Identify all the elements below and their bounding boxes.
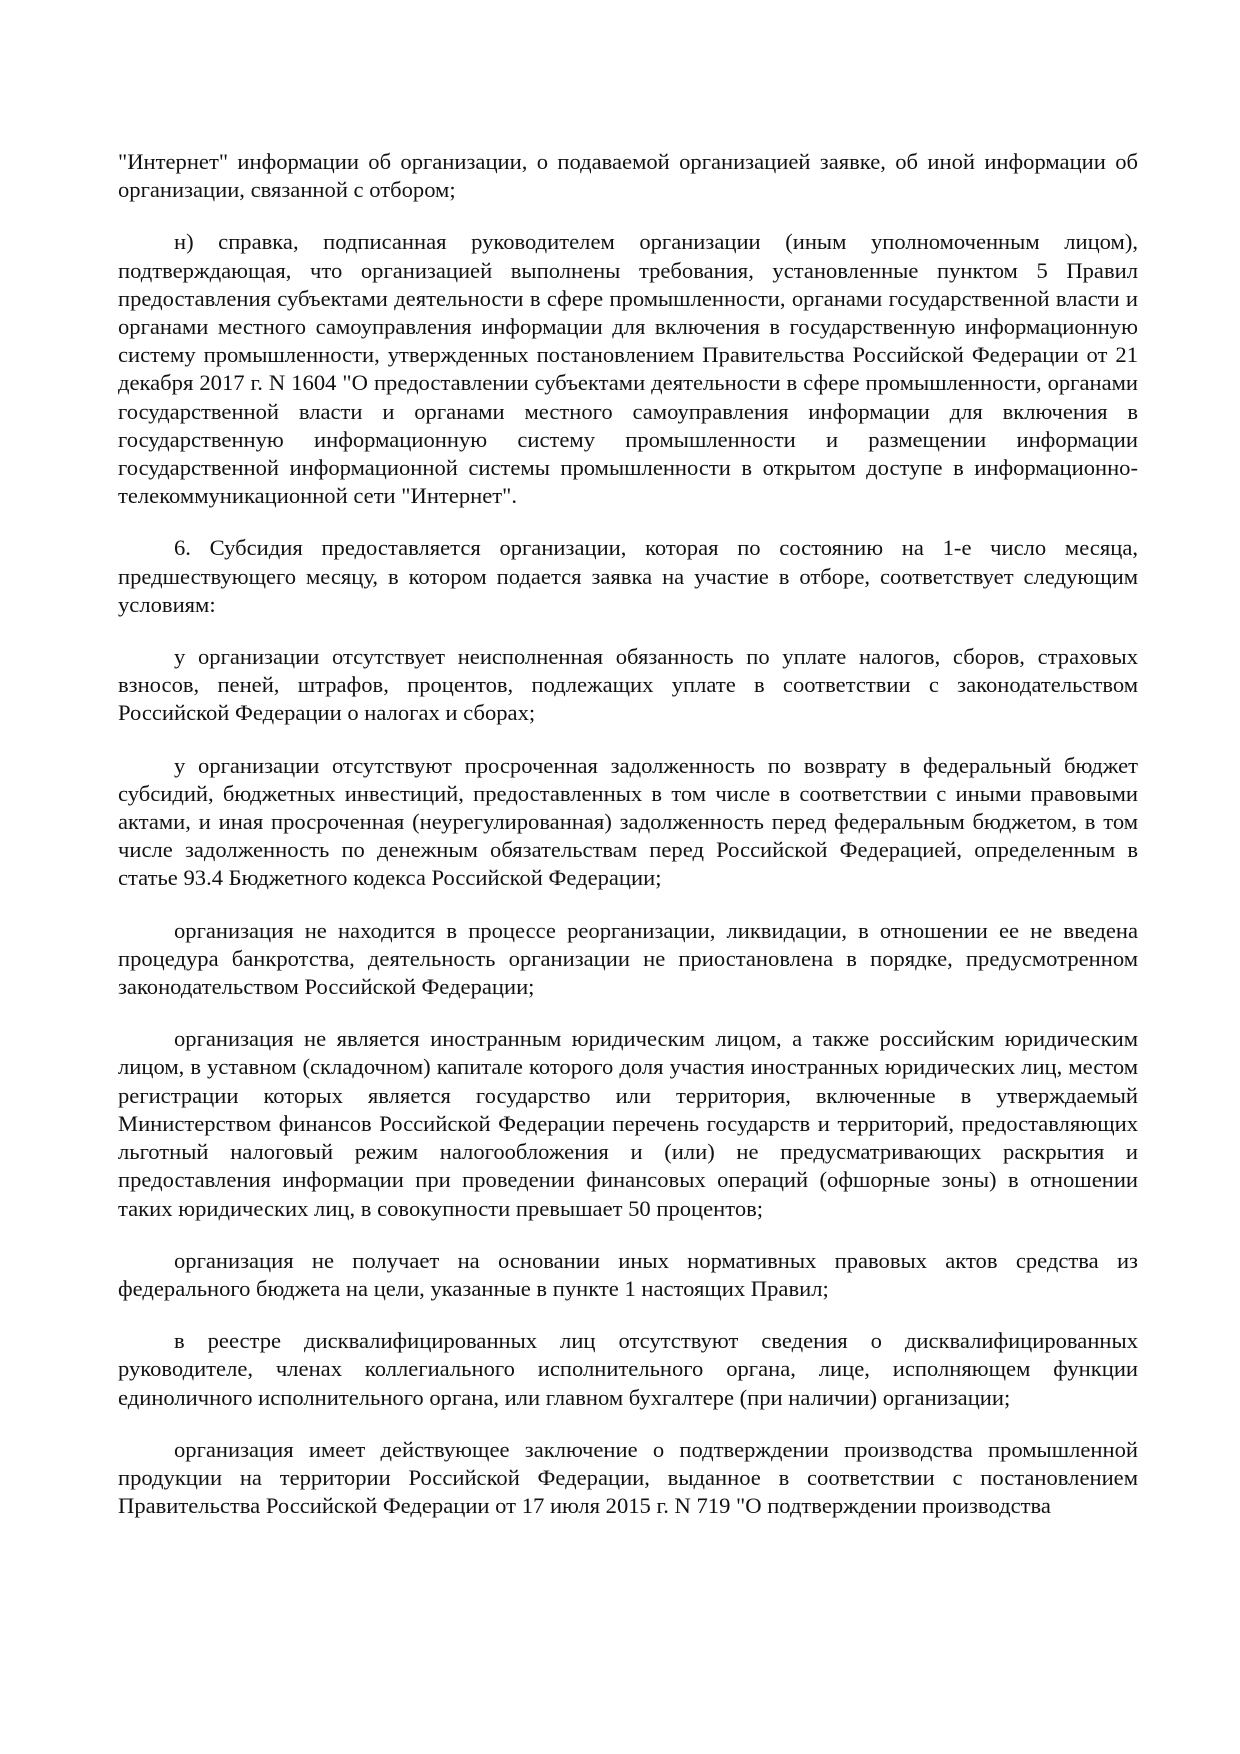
paragraph-condition-no-tax-debt: у организации отсутствует неисполненная обязанность по уплате налогов, сборов, страховых взносов, пеней, штрафов, процентов, подлежащих уплате в соответствии с законодательством Российской Федерации о налогах и сборах; <box>118 644 1138 726</box>
paragraph-item-n-certificate: н) справка, подписанная руководителем организации (иным уполномоченным лицом), подтверждающая, что организацией выполнены требования, установленные пунктом 5 Правил предоставления субъектами деятельности в сфере промышленности, органами государственной власти и органами местного самоуправления информации для включения в государственную информационную систему промышленности, утвержденных постановлением Правительства Российской Федерации от 21 декабря 2017 г. N 1604 "О предоставлении субъектами деятельности в сфере промышленности, органами государственной власти и органами местного самоуправления информации для включения в государственную информационную систему промышленности и размещении информации государственной информационной системы промышленности в открытом доступе в информационно-телекоммуникационной сети "Интернет". <box>118 229 1138 509</box>
paragraph-internet-info-continuation: "Интернет" информации об организации, о подаваемой организацией заявке, об иной информации об организации, связанной с отбором; <box>118 149 1138 203</box>
paragraph-condition-no-budget-debt: у организации отсутствуют просроченная задолженность по возврату в федеральный бюджет субсидий, бюджетных инвестиций, предоставленных в том числе в соответствии с иными правовыми актами, и иная просроченная (неурегулированная) задолженность перед федеральным бюджетом, в том числе задолженность по денежным обязательствам перед Российской Федерацией, определенным в статье 93.4 Бюджетного кодекса Российской Федерации; <box>118 752 1138 891</box>
paragraph-condition-no-disqualified-persons: в реестре дисквалифицированных лиц отсутствуют сведения о дисквалифицированных руководителе, членах коллегиального исполнительного органа, лице, исполняющем функции единоличного исполнительного органа, или главном бухгалтере (при наличии) организации; <box>118 1328 1138 1410</box>
paragraph-section-6-conditions: 6. Субсидия предоставляется организации, которая по состоянию на 1-е число месяца, предшествующего месяцу, в котором подается заявка на участие в отборе, соответствует следующим условиям: <box>118 535 1138 617</box>
paragraph-condition-no-reorganization: организация не находится в процессе реорганизации, ликвидации, в отношении ее не введена процедура банкротства, деятельность организации не приостановлена в порядке, предусмотренном законодательством Российской Федерации; <box>118 917 1138 1000</box>
paragraph-condition-production-conclusion: организация имеет действующее заключение о подтверждении производства промышленной продукции на территории Российской Федерации, выданное в соответствии с постановлением Правительства Российской Федерации от 17 июля 2015 г. N 719 "О подтверждении производства <box>118 1436 1138 1519</box>
paragraph-condition-not-foreign-entity: организация не является иностранным юридическим лицом, а также российским юридическим лицом, в уставном (складочном) капитале которого доля участия иностранных юридических лиц, местом регистрации которых является государство или территория, включенные в утверждаемый Министерством финансов Российской Федерации перечень государств и территорий, предоставляющих льготный налоговый режим налогообложения и (или) не предусматривающих раскрытия и предоставления информации при проведении финансовых операций (офшорные зоны) в отношении таких юридических лиц, в совокупности превышает 50 процентов; <box>118 1026 1138 1221</box>
document-page <box>118 148 1138 1544</box>
paragraph-condition-no-other-funding: организация не получает на основании иных нормативных правовых актов средства из федерального бюджета на цели, указанные в пункте 1 настоящих Правил; <box>118 1247 1138 1301</box>
